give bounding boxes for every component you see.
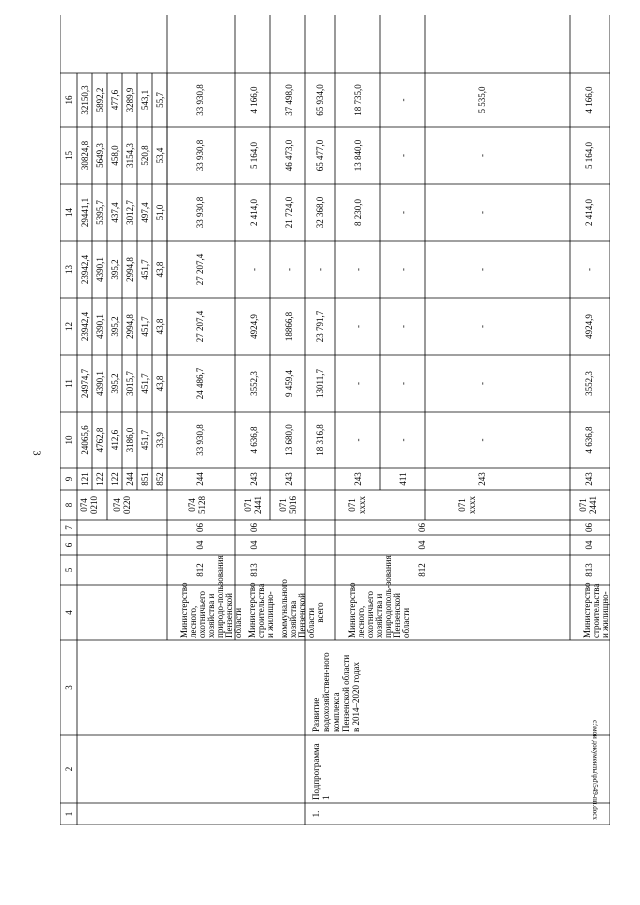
ministry-name: области: [306, 607, 316, 638]
header-cell: 16: [64, 95, 74, 105]
value-2019: 3154,3: [125, 143, 135, 168]
row-value: 4924,9: [584, 314, 594, 339]
row-value: -: [249, 268, 259, 271]
kbk-vr-code: 122: [95, 472, 105, 486]
subprogram-name: Развитие: [311, 697, 321, 732]
ministry-name: Министерство: [247, 582, 257, 638]
ministry-name: и жилищно-: [600, 591, 610, 638]
budget-table-grid: [60, 15, 610, 825]
row-value: 4 636,8: [584, 426, 594, 454]
total-value: 13011,7: [315, 369, 325, 398]
header-cell: 11: [64, 379, 74, 388]
kbk-csr-code: 074: [112, 498, 122, 512]
row-value: 33 930,8: [195, 196, 205, 229]
header-cell: 10: [64, 435, 74, 445]
kbk-vr-code: 243: [284, 472, 294, 486]
ministry-name: Министерство: [347, 582, 357, 638]
budget-table: [60, 15, 610, 825]
value-2015: 451,7: [140, 373, 150, 394]
kbk-rz-code: 04: [417, 540, 427, 550]
value-2015: 24974,7: [80, 368, 90, 399]
kbk-csr-code: 074: [187, 498, 197, 512]
kbk-pr-code: 06: [417, 523, 427, 532]
value-2014: 24065,6: [80, 425, 90, 455]
value-2016: 395,2: [110, 316, 120, 337]
value-2015: 3015,7: [125, 371, 135, 396]
kbk-csr-code: 0210: [89, 496, 99, 514]
ministry-name: Министерство: [582, 582, 592, 638]
header-cell: 5: [64, 567, 74, 573]
total-value: -: [315, 268, 325, 271]
header-cell: 4: [64, 610, 74, 615]
kbk-rz-code: 04: [195, 540, 205, 550]
value-2016: 23942,4: [80, 311, 90, 342]
kbk-csr-code: xxxx: [357, 496, 367, 514]
total-label: всего: [315, 602, 325, 623]
row-value: 5 164,0: [249, 142, 259, 169]
kbk-csr-code: 2441: [253, 496, 263, 514]
ministry-name: лесного,: [188, 605, 198, 638]
value-2015: 395,2: [110, 373, 120, 394]
ministry-name: Пензенской: [392, 593, 402, 638]
page-number: 3: [30, 450, 42, 456]
kbk-csr-code: 071: [347, 498, 357, 512]
ministry-name: лесного,: [356, 605, 366, 638]
kbk-csr-code: 074: [79, 498, 89, 512]
row-value: -: [477, 438, 487, 442]
kbk-csr-code: xxxx: [467, 496, 477, 514]
ministry-name: хозяйства: [288, 600, 298, 638]
value-2019: 458,0: [110, 145, 120, 166]
kbk-vr-code: 243: [249, 472, 259, 486]
header-cell: 2: [64, 766, 74, 772]
kbk-csr-code: 5128: [197, 496, 207, 514]
kbk-vr-code: 122: [110, 472, 120, 486]
ministry-name: Пензенской: [297, 593, 307, 638]
ministry-name: природо-пользования: [215, 555, 225, 638]
row-value: 24 486,7: [195, 367, 205, 400]
value-2016: 2994,8: [125, 314, 135, 339]
row-value: 13 840,0: [353, 139, 363, 172]
subprogram-name: Пензенской области: [341, 654, 351, 732]
value-2019: 30824,8: [80, 140, 90, 171]
ministry-name: и жилищно-: [265, 591, 275, 638]
subprogram-name: комплекса: [331, 692, 341, 732]
value-2020: 543,1: [140, 89, 150, 111]
row-value: 27 207,4: [195, 310, 205, 343]
row-value: -: [477, 154, 487, 157]
kbk-csr-code: 071: [578, 498, 588, 512]
kbk-vr-code: 852: [155, 472, 165, 486]
row-value: -: [353, 382, 363, 385]
kbk-csr-code: 2441: [588, 496, 598, 514]
value-2014: 33,9: [155, 432, 165, 448]
value-2018: 3012,7: [125, 200, 135, 225]
value-2020: 477,6: [110, 89, 120, 111]
row-value: 18866,8: [284, 311, 294, 342]
row-value: -: [398, 438, 408, 442]
row-value: 21 724,0: [284, 196, 294, 229]
row-value: 37 498,0: [284, 84, 294, 116]
subprogram-label: Подпрограмма: [311, 743, 321, 800]
total-value: 32 368,0: [315, 196, 325, 229]
row-value: -: [398, 154, 408, 157]
header-cell: 12: [64, 322, 74, 331]
row-value: -: [398, 268, 408, 271]
row-value: 3552,3: [584, 371, 594, 396]
kbk-vr-code: 851: [140, 472, 150, 486]
ministry-name: охотничьего: [365, 591, 375, 638]
row-value: -: [353, 325, 363, 328]
row-value: 33 930,8: [195, 424, 205, 456]
kbk-csr-code: 071: [278, 498, 288, 512]
row-value: -: [398, 382, 408, 385]
ministry-name: природополь-зования: [383, 555, 393, 638]
total-value: 65 934,0: [315, 84, 325, 116]
value-2018: 437,4: [110, 202, 120, 223]
row-value: 13 680,0: [284, 424, 294, 456]
row-value: 5 164,0: [584, 142, 594, 169]
row-value: 4 636,8: [249, 426, 259, 454]
kbk-rz-code: 04: [584, 540, 594, 550]
subprogram-name: водохозяйствен-ного: [321, 652, 331, 732]
row-value: -: [398, 211, 408, 214]
kbk-rz-code: 04: [249, 540, 259, 550]
value-2017: 451,7: [140, 259, 150, 280]
ministry-name: строительства: [591, 583, 601, 638]
kbk-csr-code: 071: [243, 498, 253, 512]
ministry-name: охотничьего: [197, 591, 207, 638]
value-2018: 51,0: [155, 204, 165, 221]
kbk-vr-code: 244: [195, 472, 205, 486]
value-2019: 53,4: [155, 147, 165, 164]
value-2020: 32150,3: [80, 85, 90, 115]
row-value: 4 166,0: [584, 86, 594, 114]
row-value: -: [584, 268, 594, 271]
kbk-grbs-code: 813: [249, 563, 259, 577]
row-value: -: [398, 98, 408, 102]
header-cell: 7: [64, 525, 74, 530]
ministry-name: области: [401, 607, 411, 638]
row-value: -: [477, 268, 487, 271]
row-value: 2 414,0: [249, 199, 259, 226]
kbk-vr-code: 244: [125, 472, 135, 486]
kbk-grbs-code: 812: [195, 563, 205, 577]
header-cell: 14: [64, 208, 74, 217]
row-value: 33 930,8: [195, 139, 205, 172]
ministry-name: хозяйства и: [374, 593, 384, 638]
kbk-vr-code: 243: [584, 472, 594, 486]
row-value: 3552,3: [249, 371, 259, 396]
value-2015: 43,8: [155, 375, 165, 392]
value-2016: 4390,1: [95, 314, 105, 339]
row-value: 8 230,0: [353, 199, 363, 226]
header-cell: 15: [64, 151, 74, 160]
total-value: 23 791,7: [315, 310, 325, 343]
ministry-name: строительства: [256, 583, 266, 638]
kbk-pr-code: 06: [249, 523, 259, 532]
kbk-grbs-code: 812: [417, 563, 427, 577]
value-2016: 451,7: [140, 316, 150, 337]
row-value: -: [284, 268, 294, 271]
row-value: 18 735,0: [353, 84, 363, 116]
header-cell: 9: [64, 476, 74, 482]
row-value: 33 930,8: [195, 84, 205, 116]
row-value: -: [353, 438, 363, 442]
row-value: -: [353, 268, 363, 271]
value-2018: 497,4: [140, 202, 150, 223]
value-2014: 4762,8: [95, 427, 105, 453]
value-2016: 43,8: [155, 318, 165, 335]
row-value: 5 535,0: [477, 86, 487, 114]
kbk-grbs-code: 813: [584, 563, 594, 577]
total-value: 18 316,8: [315, 424, 325, 456]
value-2017: 23942,4: [80, 254, 90, 285]
row-value: -: [477, 211, 487, 214]
header-cell: 13: [64, 265, 74, 274]
row-number: 1.: [311, 810, 321, 818]
kbk-pr-code: 06: [584, 523, 594, 532]
ministry-name: Пензенской: [224, 593, 234, 638]
kbk-pr-code: 06: [195, 523, 205, 532]
kbk-csr-code: 0220: [122, 496, 132, 514]
kbk-vr-code: 411: [398, 472, 408, 486]
kbk-vr-code: 243: [353, 472, 363, 486]
row-value: 4924,9: [249, 314, 259, 339]
ministry-name: коммунального: [279, 579, 289, 638]
header-cell: 6: [64, 542, 74, 548]
row-value: 2 414,0: [584, 199, 594, 226]
value-2014: 412,6: [110, 429, 120, 451]
value-2017: 2994,8: [125, 257, 135, 282]
value-2014: 451,7: [140, 429, 150, 451]
row-value: 27 207,4: [195, 253, 205, 286]
ministry-name: области: [233, 607, 243, 638]
row-value: 46 473,0: [284, 139, 294, 172]
row-value: -: [398, 325, 408, 328]
kbk-csr-code: 071: [457, 498, 467, 512]
value-2020: 5892,2: [95, 87, 105, 113]
row-value: -: [477, 325, 487, 328]
value-2014: 3186,0: [125, 427, 135, 453]
footer-path: c:\мои документы\pd\549-пп.docx: [591, 720, 599, 820]
subprogram-name: в 2014–2020 годах: [351, 661, 361, 732]
ministry-name: Министерство: [179, 582, 189, 638]
kbk-vr-code: 243: [477, 472, 487, 486]
kbk-csr-code: 5016: [288, 496, 298, 514]
row-value: 4 166,0: [249, 86, 259, 114]
value-2019: 5649,3: [95, 143, 105, 168]
value-2017: 43,8: [155, 261, 165, 278]
value-2019: 520,8: [140, 145, 150, 166]
value-2018: 29441,1: [80, 197, 90, 228]
total-value: 65 477,0: [315, 139, 325, 172]
value-2015: 4390,1: [95, 371, 105, 396]
header-cell: 8: [64, 502, 74, 508]
value-2017: 4390,1: [95, 257, 105, 282]
value-2020: 3289,9: [125, 87, 135, 113]
row-value: -: [477, 382, 487, 385]
subprogram-label: 1: [321, 795, 331, 800]
value-2018: 5395,7: [95, 200, 105, 225]
kbk-vr-code: 121: [80, 472, 90, 486]
header-cell: 3: [64, 685, 74, 690]
header-cell: 1: [64, 811, 74, 817]
value-2020: 55,7: [155, 92, 165, 108]
ministry-name: хозяйства и: [206, 593, 216, 638]
row-value: 9 459,4: [284, 370, 294, 397]
value-2017: 395,2: [110, 259, 120, 280]
